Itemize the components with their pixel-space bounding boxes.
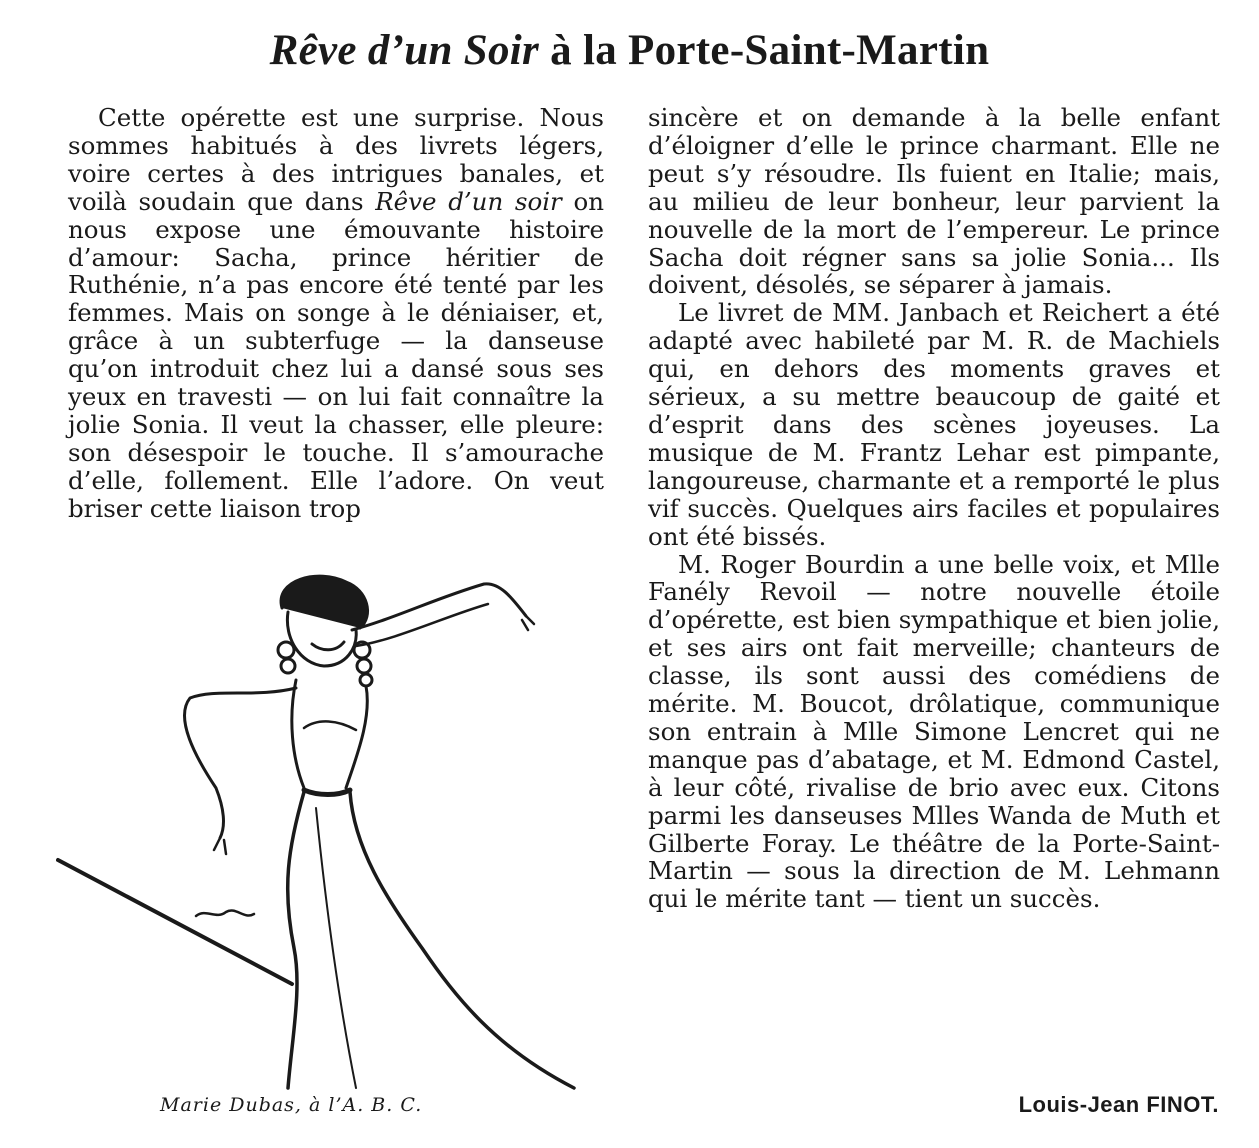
paragraph-3: M. Roger Bourdin a une belle voix, et Mlle Fanély Revoil — notre nouvelle étoile d’opérette, est bien sympathique et bien jolie, et ses airs ont fait merveille; chanteurs de classe, ils sont aussi des comédiens de mérite. M. Boucot, drôlatique, communique son entrain à Mlle Simone Lencret qui ne manque pas d’abatage, et M. Edmond Castel, à leur côté, rivalise de brio avec eux. Citons parmi les danseuses Mlles Wanda de Muth et Gilberte Foray. Le théâtre de la Porte-Saint-Martin — sous la direction de M. Lehmann qui le mérite tant — tient un succès.	[648, 549, 1220, 914]
right-column	[648, 104, 1220, 913]
earring-left	[278, 642, 294, 658]
paragraph-1-continued: sincère et on demande à la belle enfant d’éloigner d’elle le prince charmant. Elle ne peut s’y résoudre. Ils fuient en Italie; mais, au milieu de leur bonheur, leur parvient la nouvelle de la mort de l’empereur. Le prince Sacha doit régner sans sa jolie Sonia... Ils doivent, désolés, se séparer à jamais.	[648, 103, 1220, 300]
belt	[304, 790, 350, 795]
paragraph-2: Le livret de MM. Janbach et Reichert a été adapté avec habileté par M. R. de Machiels qui, en dehors des moments graves et sérieux, a su mettre beaucoup de gaité et d’esprit dans des scènes joyeuses. La musique de M. Frantz Lehar est pimpante, langoureuse, charmante et a remporté le plus vif succès. Quelques airs faciles et populaires ont été bissés.	[648, 298, 1220, 551]
illustration-caption: Marie Dubas, à l’A. B. C.	[160, 1094, 423, 1116]
lowered-arm	[184, 688, 296, 838]
gown	[288, 792, 304, 1088]
author-signature: Louis-Jean FINOT.	[1018, 1092, 1219, 1117]
stage-line	[58, 860, 292, 984]
show-name-inline: Rêve d’un soir	[375, 186, 562, 216]
article-title	[0, 26, 1259, 75]
left-column	[68, 104, 604, 523]
paragraph-1-start: Cette opérette est une surprise. Nous sommes habitués à des livrets légers, voire certes à des intrigues banales, et voilà soudain que dans	[68, 103, 604, 216]
paragraph-1	[68, 104, 604, 523]
torso	[292, 680, 304, 788]
raised-arm	[352, 584, 526, 630]
paragraph-1-rest: on nous expose une émouvante histoire d’amour: Sacha, prince héritier de Ruthénie, n’a pas encore été tenté par les femmes. Mais on songe à le déniaiser, et, grâce à un subterfuge — la danseuse qu’on introduit chez lui a dansé sous ses yeux en travesti — on lui fait connaître la jolie Sonia. Il veut la chasser, elle pleure: son désespoir le touche. Il s’amourache d’elle, follement. Elle l’adore. On veut briser cette liaison trop	[68, 186, 604, 523]
title-venue: à la Porte-Saint-Martin	[539, 27, 990, 74]
title-show-name: Rêve d’un Soir	[269, 27, 540, 74]
dancer-illustration	[56, 568, 596, 1098]
hair	[281, 576, 367, 628]
artist-signature	[196, 910, 254, 916]
